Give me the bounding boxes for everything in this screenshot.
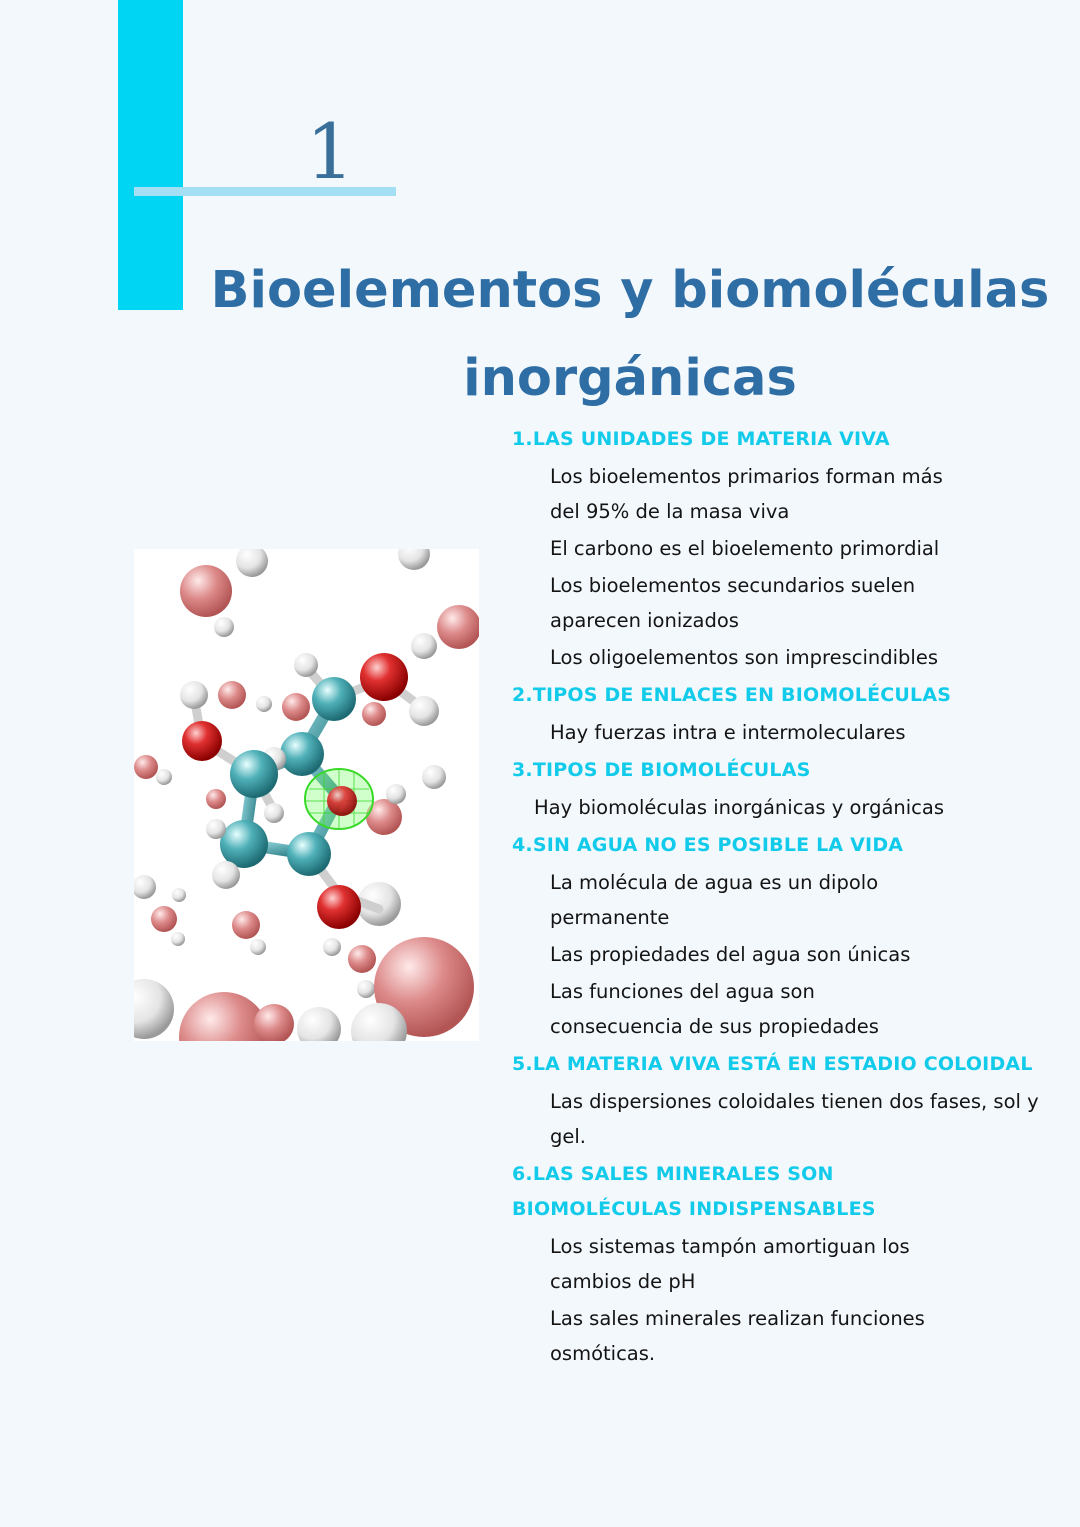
- summary-item-line: osmóticas.: [550, 1342, 656, 1365]
- summary-item: [512, 568, 1072, 638]
- summary-item: [512, 640, 1072, 675]
- page-title: [180, 247, 1080, 423]
- title-line-1: Bioelementos y biomoléculas: [210, 261, 1050, 320]
- summary-item: [512, 974, 1072, 1044]
- section-heading-line: 3.TIPOS DE BIOMOLÉCULAS: [512, 759, 811, 781]
- title-line-2: inorgánicas: [463, 349, 797, 408]
- summary-item-line: Hay fuerzas intra e intermoleculares: [550, 721, 906, 744]
- summary-item-line: Los oligoelementos son imprescindibles: [550, 646, 939, 669]
- summary-item-line: Los sistemas tampón amortiguan los: [550, 1235, 910, 1258]
- summary-item-line: del 95% de la masa viva: [550, 500, 790, 523]
- section-heading-line: 6.LAS SALES MINERALES SON: [512, 1163, 834, 1185]
- chapter-number: 1: [305, 107, 355, 196]
- section-heading-line: BIOMOLÉCULAS INDISPENSABLES: [512, 1198, 876, 1220]
- section-heading-line: 1.LAS UNIDADES DE MATERIA VIVA: [512, 428, 890, 450]
- summary-item-line: El carbono es el bioelemento primordial: [550, 537, 940, 560]
- summary-item: [512, 937, 1072, 972]
- section-heading: [512, 422, 1072, 457]
- section-heading: [512, 1047, 1072, 1082]
- summary-item-line: Las sales minerales realizan funciones: [550, 1307, 925, 1330]
- summary-item-line: consecuencia de sus propiedades: [550, 1015, 879, 1038]
- section-heading-line: 5.LA MATERIA VIVA ESTÁ EN ESTADIO COLOIDAL: [512, 1053, 1033, 1075]
- summary-item-line: Las propiedades del agua son únicas: [550, 943, 911, 966]
- summary-item-line: permanente: [550, 906, 670, 929]
- summary-item: [512, 1301, 1072, 1371]
- summary-item-line: gel.: [550, 1125, 586, 1148]
- summary-item: [512, 1229, 1072, 1299]
- summary-item-line: cambios de pH: [550, 1270, 696, 1293]
- section-heading: [512, 828, 1072, 863]
- section-heading: [512, 678, 1072, 713]
- summary-item: [512, 715, 1072, 750]
- summary-item-line: Los bioelementos primarios forman más: [550, 465, 943, 488]
- section-heading-line: 2.TIPOS DE ENLACES EN BIOMOLÉCULAS: [512, 684, 952, 706]
- summary-item: [512, 1084, 1072, 1154]
- section-heading: [512, 1157, 1072, 1227]
- section-heading-line: 4.SIN AGUA NO ES POSIBLE LA VIDA: [512, 834, 904, 856]
- summary-item: [512, 865, 1072, 935]
- summary-item-line: aparecen ionizados: [550, 609, 739, 632]
- summary-item-line: Las funciones del agua son: [550, 980, 815, 1003]
- summary-item-line: Hay biomoléculas inorgánicas y orgánicas: [534, 796, 945, 819]
- chapter-accent-bar: [118, 0, 183, 310]
- summary-item: [512, 459, 1072, 529]
- summary-item-line: Las dispersiones coloidales tienen dos fases, sol y: [550, 1090, 1039, 1113]
- summary-item: [512, 531, 1072, 566]
- section-heading: [512, 753, 1072, 788]
- molecule-illustration: [134, 549, 479, 1041]
- molecule-3d-model-icon: [134, 549, 479, 1041]
- chapter-contents: [512, 422, 1072, 1371]
- summary-item-line: La molécula de agua es un dipolo: [550, 871, 879, 894]
- summary-item-line: Los bioelementos secundarios suelen: [550, 574, 916, 597]
- summary-item: [512, 790, 1072, 825]
